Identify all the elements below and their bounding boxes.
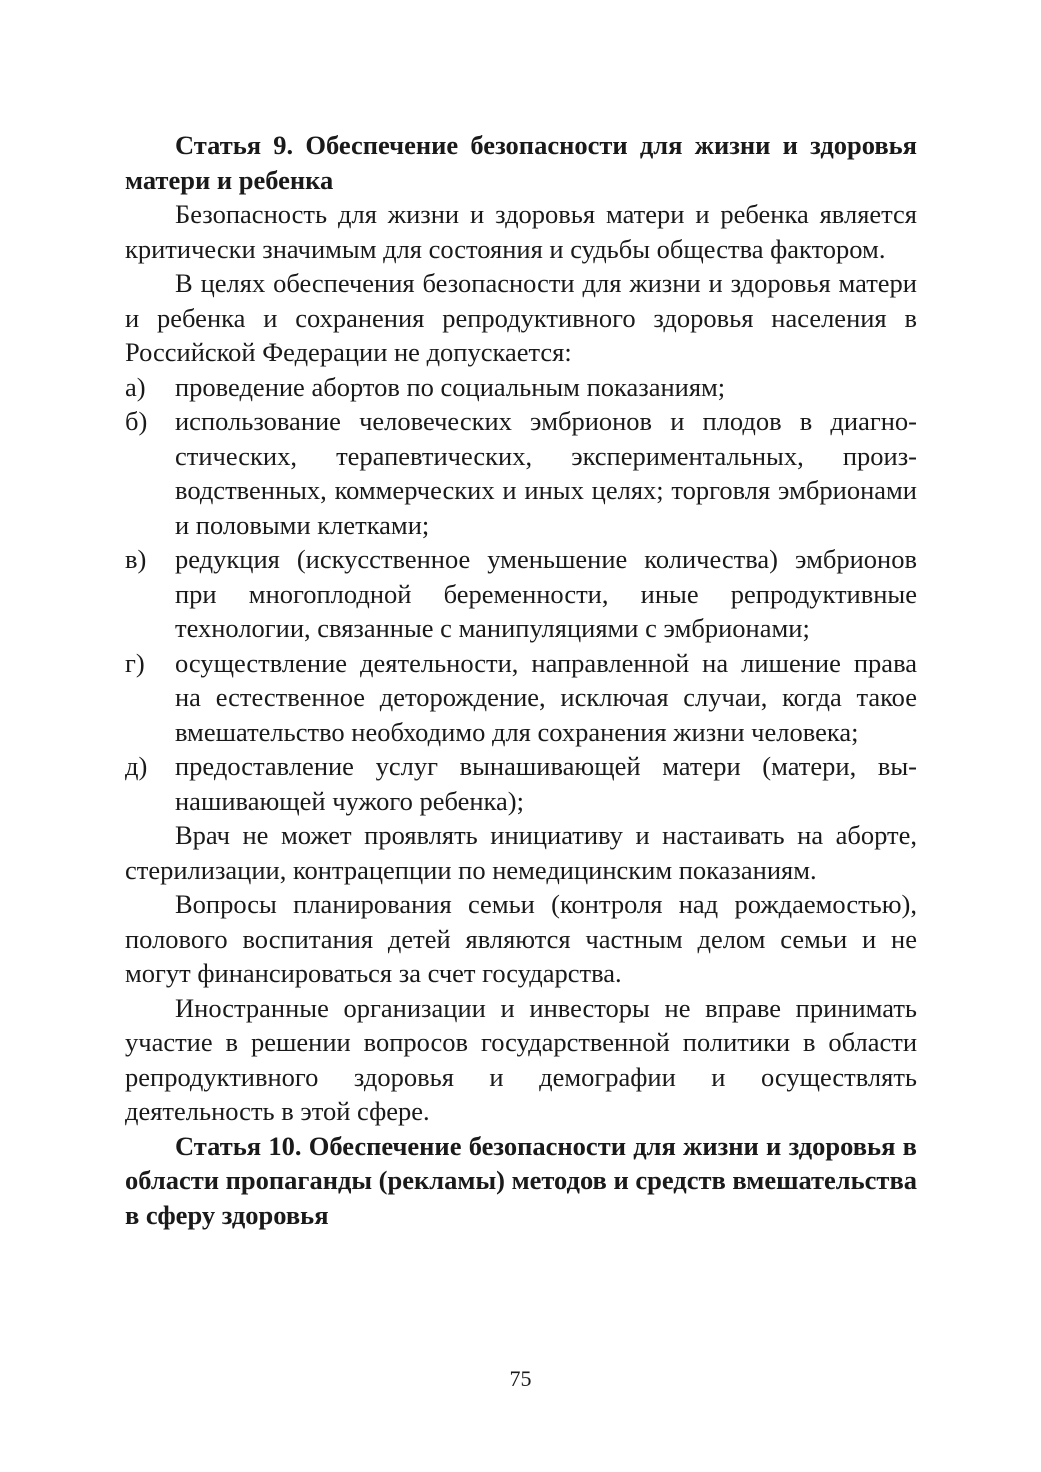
list-item xyxy=(125,749,917,818)
list-item-text: осуществление деятельности, направленной на лишение права на естественное деторождение, исключая случаи, когда такое вмешательство необходимо для сохранения жизни человека; xyxy=(175,647,917,747)
list-marker: а) xyxy=(125,371,146,402)
list-marker: г) xyxy=(125,647,145,678)
list-marker: б) xyxy=(125,406,148,436)
list-marker: в) xyxy=(125,544,147,574)
prohibitions-list xyxy=(125,370,917,819)
list-item xyxy=(125,404,917,542)
list-item-text: использование человеческих эмбрионов и плодов в диагностических, терапевтических, экспериментальных, производственных, коммерческих и иных целях; торговля эмбрионами и половыми клетками; xyxy=(175,406,917,540)
paragraph: В целях обеспечения безопасности для жизни и здоровья матери и ребенка и сохранения репродуктивного здоровья населения в Российской Федерации не допускается: xyxy=(125,268,917,367)
page-number: 75 xyxy=(509,1366,532,1391)
paragraph: Безопасность для жизни и здоровья матери и ребенка является критически значимым для состояния и судьбы общества фактором. xyxy=(125,199,917,264)
article-9-heading: Статья 9. Обеспечение безопасности для жизни и здоровья матери и ребенка xyxy=(125,130,917,195)
list-marker: д) xyxy=(125,751,148,781)
paragraph: Врач не может проявлять инициативу и настаивать на аборте, стерилизации, контрацепции по немедицинским показаниям. xyxy=(125,820,917,885)
article-10-heading: Статья 10. Обеспечение безопасности для жизни и здоровья в области пропаганды (рекламы) методов и средств вмешательства в сферу здоровья xyxy=(125,1130,918,1230)
list-item xyxy=(125,646,917,750)
page-body xyxy=(125,128,917,1232)
list-item xyxy=(125,370,917,405)
list-item xyxy=(125,542,917,646)
paragraph: Иностранные организации и инвесторы не вправе принимать участие в решении вопросов государственной политики в области репродуктивного здоровья и демографии и осуществлять деятельность в этой сфере. xyxy=(125,992,917,1126)
list-item-text: предоставление услуг вынашивающей матери (матери, вынашивающей чужого ребенка); xyxy=(175,751,917,816)
list-item-text: проведение абортов по социальным показаниям; xyxy=(175,371,726,402)
list-item-text: редукция (искусственное уменьшение количества) эмбрионов при многоплодной беременности, иные репродуктивные технологии, связанные с манипуляциями с эмбрионами; xyxy=(175,544,917,643)
paragraph: Вопросы планирования семьи (контроля над рождаемостью), полового воспитания детей являются частным делом семьи и не могут финансироваться за счет государства. xyxy=(125,889,917,988)
